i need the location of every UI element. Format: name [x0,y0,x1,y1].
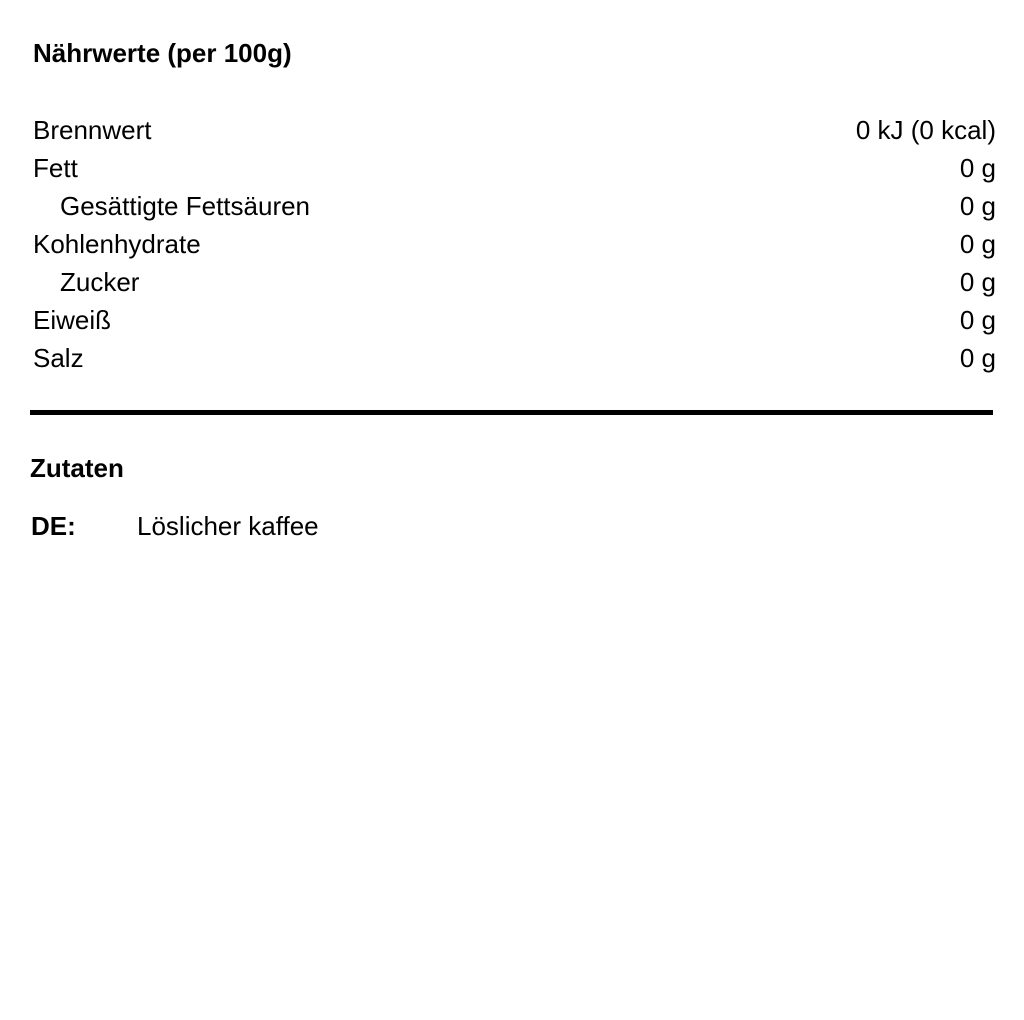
nutrition-row-sugar [33,263,996,301]
nutrition-row-fat [33,149,996,187]
nutrition-value: 0 g [959,305,996,335]
nutrition-label: Zucker [60,267,140,297]
ingredients-text: Löslicher kaffee [137,511,319,541]
language-code: DE: [31,511,76,541]
nutrition-value: 0 g [959,267,996,297]
nutrition-label: Fett [33,153,78,183]
nutrition-label: Salz [33,343,84,373]
nutrition-label: Eiweiß [33,305,112,335]
ingredients-entry [31,508,319,544]
nutrition-row-energy [33,111,996,149]
nutrition-label: Kohlenhydrate [33,229,201,259]
nutrition-value: 0 g [959,153,996,183]
nutrition-heading: Nährwerte (per 100g) [33,38,292,68]
ingredients-heading: Zutaten [30,453,124,483]
nutrition-table [33,111,996,377]
nutrition-value: 0 g [959,229,996,259]
nutrition-row-salt [33,339,996,377]
nutrition-value: 0 kJ (0 kcal) [855,115,996,145]
section-divider [30,410,993,415]
nutrition-value: 0 g [959,191,996,221]
nutrition-row-carbohydrates [33,225,996,263]
nutrition-label: Gesättigte Fettsäuren [60,191,311,221]
nutrition-label: Brennwert [33,115,152,145]
nutrition-row-saturated-fat [33,187,996,225]
nutrition-value: 0 g [959,343,996,373]
nutrition-row-protein [33,301,996,339]
